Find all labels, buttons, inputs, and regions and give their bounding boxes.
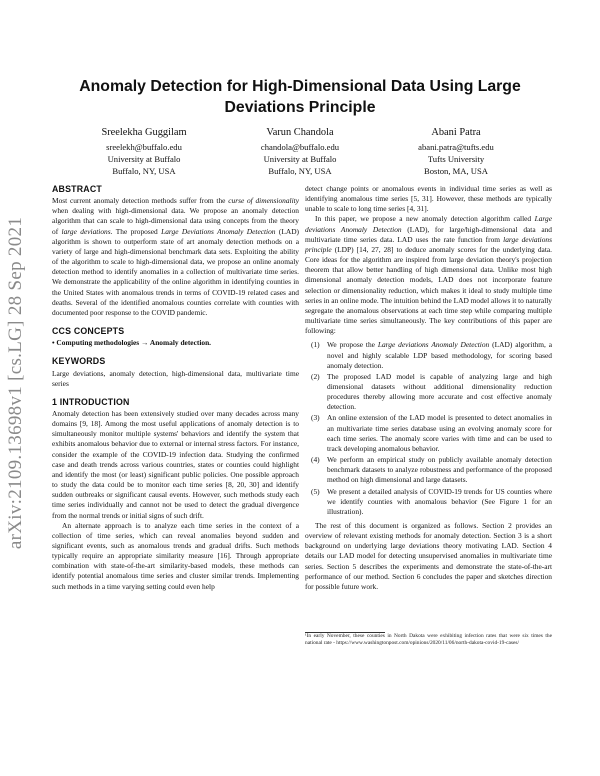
- author-2: [220, 127, 380, 177]
- paper-title: Anomaly Detection for High-Dimensional Data Using Large Deviations Principle: [79, 78, 521, 116]
- footnote: ¹In early November, these counties in North Dakota were exhibiting infection rates that were six times the national rate - https://www.washingtonpost.com/opinions/2020/11/06/north-dakota-covid-19-cases/: [305, 633, 552, 647]
- keywords-text: Large deviations, anomaly detection, high-dimensional data, multivariate time series: [52, 368, 299, 388]
- author-location: Boston, MA, USA: [424, 166, 488, 176]
- author-affiliation: Tufts University: [427, 154, 485, 164]
- intro-paragraph-2: An alternate approach is to analyze each time series in the context of a collection of time series, which can reveal anomalies beyond sudden and significant events, such as anomalous trends and gradual drifts. Such methods typically require an appropriate similarity measure [16]. Through appropriate combination with state-of-the-art similarity-based models, these methods can identify potential anomalous time series and cluster similar trends. Implementing such methods in a time varying setting could even help: [52, 520, 299, 591]
- author-3: [376, 127, 536, 177]
- author-name: Sreelekha Guggilam: [101, 127, 187, 138]
- author-email[interactable]: sreelekh@buffalo.edu: [106, 142, 182, 152]
- author-location: Buffalo, NY, USA: [112, 166, 176, 176]
- left-column: [52, 184, 299, 592]
- ccs-heading: CCS CONCEPTS: [52, 326, 125, 337]
- author-name: Varun Chandola: [266, 127, 334, 138]
- contribution-item: (5) We present a detailed analysis of COVID-19 trends for US counties where we identify counties with anomalous behavior (See Figure 1 for an illustration).: [311, 486, 552, 516]
- author-email[interactable]: abani.patra@tufts.edu: [418, 142, 494, 152]
- author-name: Abani Patra: [431, 127, 481, 138]
- right-column: [305, 184, 552, 647]
- author-email[interactable]: chandola@buffalo.edu: [260, 142, 340, 152]
- ccs-concepts: • Computing methodologies → Anomaly detection.: [52, 338, 212, 348]
- author-affiliation: University at Buffalo: [107, 154, 181, 164]
- author-affiliation: University at Buffalo: [263, 154, 337, 164]
- author-location: Buffalo, NY, USA: [268, 166, 332, 176]
- intro-paragraph-4: In this paper, we propose a new anomaly detection algorithm called Large deviations Anomaly Detection (LAD), for large/high-dimensional data and multivariate time series data. LAD uses the rate function from large deviations principle (LDP) [14, 27, 28] to deduce anomaly scores for the underlying data. Core ideas for the algorithm are inspired from large deviation theory's projection theorem that allow better handling of high dimensional data. Unlike most high dimensional anomaly detection models, LAD does not incorporate feature selection or dimensionality reduction, which makes it ideal to study multiple time series in an online mode. The intuition behind the LAD model allows it to naturally segregate the anomalous observations at each time step while comparing multiple multivariate time series simultaneously. The key contributions of this paper are following:: [305, 214, 552, 336]
- abstract-text: Most current anomaly detection methods suffer from the curse of dimensionality when dealing with high-dimensional data. We propose an anomaly detection algorithm that can scale to high-dimensional data using concepts from the theory of large deviations. The proposed Large Deviations Anomaly Detection (LAD) algorithm is shown to outperform state of art anomaly detection methods on a variety of large and high-dimensional benchmark data sets. Exploiting the ability of the algorithm to scale to high-dimensional data, we propose an online anomaly detection method to identify anomalies in a collection of multivariate time series. We demonstrate the applicability of the online algorithm in identifying counties in the United States with anomalous trends in terms of COVID-19 related cases and deaths. Several of the identified anomalous counties correlate with counties with documented poor response to the COVID pandemic.: [52, 196, 300, 317]
- intro-paragraph-5: The rest of this document is organized as follows. Section 2 provides an overview of relevant existing methods for anomaly detection. Section 3 is a short background on underlying large deviations theory motivating LAD. Section 4 details our LAD model for detecting unsupervised anomalies in multivariate time series. Section 5 describes the experiments and demonstrate the state-of-the-art performance of our method. Section 6 concludes the paper and sketches direction for possible future work.: [305, 521, 552, 591]
- abstract-heading: ABSTRACT: [52, 184, 102, 194]
- arxiv-stamp: [4, 148, 28, 618]
- keywords-heading: KEYWORDS: [52, 356, 106, 367]
- author-1: [64, 127, 224, 177]
- contributions-list: [305, 340, 552, 517]
- contribution-item: (3) An online extension of the LAD model is presented to detect anomalies in an multivariate time series database using an evolving anomaly score for each time series. The anomaly score varies with time and can be used to track developing anomalous behavior.: [311, 413, 552, 453]
- intro-paragraph-3: detect change points or anomalous events in individual time series as well as identifying anomalous time series [5, 31]. However, these methods are typically unable to scale to long time series [4, 31].: [305, 184, 552, 214]
- contribution-item: (1) We propose the Large deviations Anomaly Detection (LAD) algorithm, a novel and highly scalable LDP based methodology, for scoring based anomaly detection.: [311, 340, 552, 370]
- intro-heading: 1 INTRODUCTION: [52, 396, 130, 407]
- intro-paragraph-1: Anomaly detection has been extensively studied over many decades across many domains [9, 18]. Among the most useful applications of anomaly detection is to simultaneously monitor multiple systems' behaviors and identify the system that exhibits anomalous behavior due to external or internal stress factors. For instance, consider the example of the COVID-19 infection data. Studying the confirmed case and death trends across various countries, states or counties could highlight and identify the most (or least) significant public policies. One possible approach to study the data could be to monitor each time series [8, 20, 30] and identify sudden outbreaks or significant causal events. However, such methods study each time series individually and cannot not be used to detect the gradual divergence from the normal trends or initial signs of such drift.: [52, 408, 299, 520]
- contribution-item: (2) The proposed LAD model is capable of analyzing large and high dimensional datasets without additional dimensionality reduction procedures thereby allowing more accurate and cost effective anomaly detection.: [311, 371, 552, 412]
- arxiv-stamp-text: arXiv:2109.13698v1 [cs.LG] 28 Sep 2021: [5, 216, 26, 550]
- contribution-item: (4) We perform an empirical study on publicly available anomaly detection benchmark datasets to analyze robustness and performance of the proposed method on high dimensional and large datasets.: [311, 455, 552, 485]
